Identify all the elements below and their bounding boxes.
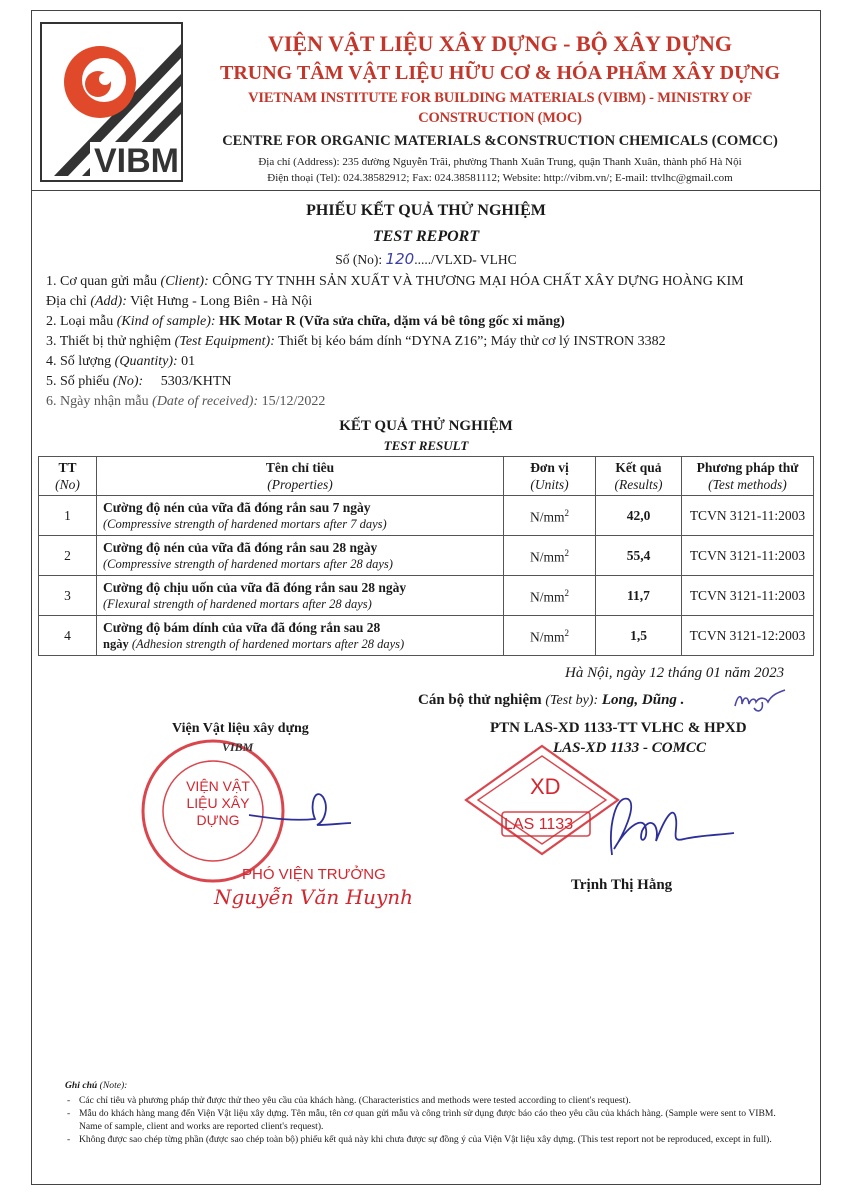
header-divider	[31, 190, 821, 191]
col-results: Kết quả (Results)	[596, 457, 682, 496]
left-signer-name: Nguyễn Văn Huynh	[214, 885, 414, 909]
address-line: Địa chỉ (Add): Việt Hưng - Long Biên - Hà Nội	[46, 294, 313, 309]
col-methods: Phương pháp thử (Test methods)	[682, 457, 814, 496]
table-row: 4 Cường độ bám dính của vữa đã đóng rắn sau 28 ngày (Adhesion strength of hardened mortars after 28 days) $N/mm^2$ 1,5 TCVN 3121-12:2003	[39, 616, 814, 656]
results-title-en: TEST RESULT	[383, 438, 469, 453]
stamp-vibm: VIBM	[222, 740, 254, 754]
left-position: PHÓ VIỆN TRƯỞNG	[242, 866, 386, 883]
notes-title: Ghi chú (Note):	[65, 1080, 128, 1091]
director-signature-icon	[245, 775, 355, 845]
lab-signature-icon	[598, 785, 738, 865]
table-row: 1 Cường độ nén của vữa đã đóng rắn sau 7 ngày (Compressive strength of hardened mortars after 7 days) $N/mm^2$ 42,0 TCVN 3121-11:2003	[39, 496, 814, 536]
date-line: Hà Nội, ngày 12 tháng 01 năm 2023	[565, 665, 785, 681]
col-no: TT (No)	[39, 457, 97, 496]
table-header-row	[39, 457, 814, 496]
right-org-2: LAS-XD 1133 - COMCC	[553, 740, 706, 756]
sample-info	[46, 272, 816, 412]
tester-line: Cán bộ thử nghiệm (Test by): Long, Dũng .	[418, 692, 685, 708]
col-properties: Tên chỉ tiêu (Properties)	[97, 457, 504, 496]
organisation-header	[190, 30, 810, 186]
client-line: 1. Cơ quan gửi mẫu (Client): CÔNG TY TNHH SẢN XUẤT VÀ THƯƠNG MẠI HÓA CHẤT XÂY DỰNG HOÀNG KIM	[46, 274, 744, 289]
table-row: 3 Cường độ chịu uốn của vữa đã đóng rắn sau 28 ngày (Flexural strength of hardened mortars after 28 days) $N/mm^2$ 11,7 TCVN 3121-11:2003	[39, 576, 814, 616]
results-title-vi: KẾT QUẢ THỬ NGHIỆM	[339, 418, 513, 434]
stamp-round-text: VIỆN VẬT LIỆU XÂY DỰNG	[186, 778, 250, 828]
report-number-suffix: ...../VLXD- VLHC	[414, 252, 517, 267]
notes	[65, 1080, 800, 1148]
tester-signature-icon	[732, 688, 788, 714]
note-item: - Các chỉ tiêu và phương pháp thử được thử theo yêu cầu của khách hàng. (Characteristics and methods were tested according to client's request).	[79, 1095, 800, 1108]
logo-text: VIBM	[90, 142, 183, 181]
report-number-label: Số (No):	[335, 252, 383, 267]
left-org: Viện Vật liệu xây dựng	[172, 721, 309, 736]
col-units: Đơn vị (Units)	[504, 457, 596, 496]
org-name-en: VIETNAM INSTITUTE FOR BUILDING MATERIALS (VIBM) - MINISTRY OF CONSTRUCTION (MOC)	[248, 90, 752, 126]
stamp-xd: XD	[530, 774, 561, 799]
org-name-vi: VIỆN VẬT LIỆU XÂY DỰNG - BỘ XÂY DỰNG	[267, 31, 733, 56]
note-item: - Không được sao chép từng phần (được sao chép toàn bộ) phiếu kết quả này khi chưa được sự đồng ý của Viện Vật liệu xây dựng. (This test report not be reproduced, except in full).	[79, 1134, 800, 1147]
note-item: - Mẫu do khách hàng mang đến Viện Vật liệu xây dựng. Tên mẫu, tên cơ quan gửi mẫu và công trình sử dụng được báo cáo theo yêu cầu của khách hàng. (Sample were sent to VIBM. Name of sample, client and works are reported client's request).	[79, 1108, 800, 1133]
stamp-las: LAS 1133	[504, 816, 574, 833]
vibm-logo	[40, 22, 183, 182]
received-line: 6. Ngày nhận mẫu (Date of received): 15/12/2022	[46, 394, 326, 409]
centre-name-en: CENTRE FOR ORGANIC MATERIALS &CONSTRUCTION CHEMICALS (COMCC)	[222, 133, 778, 149]
right-signer-name: Trịnh Thị Hằng	[571, 877, 673, 893]
report-number-handwritten: 120	[385, 250, 415, 268]
org-contact: Điện thoại (Tel): 024.38582912; Fax: 024.38581112; Website: http://vibm.vn/; E-mail: ttvlhc@gmail.com	[267, 172, 733, 184]
org-address: Địa chỉ (Address): 235 đường Nguyễn Trãi, phường Thanh Xuân Trung, quận Thanh Xuân, thành phố Hà Nội	[258, 156, 742, 168]
ticket-line: 5. Số phiếu (No): 5303/KHTN	[46, 374, 232, 389]
table-row: 2 Cường độ nén của vữa đã đóng rắn sau 28 ngày (Compressive strength of hardened mortars after 28 days) $N/mm^2$ 55,4 TCVN 3121-11:2003	[39, 536, 814, 576]
report-title-en: TEST REPORT	[372, 228, 480, 245]
results-table	[38, 456, 814, 656]
quantity-line: 4. Số lượng (Quantity): 01	[46, 354, 196, 369]
report-title-vi: PHIẾU KẾT QUẢ THỬ NGHIỆM	[306, 202, 546, 219]
equipment-line: 3. Thiết bị thử nghiệm (Test Equipment): Thiết bị kéo bám dính “DYNA Z16”; Máy thử cơ lý INSTRON 3382	[46, 334, 666, 349]
centre-name-vi: TRUNG TÂM VẬT LIỆU HỮU CƠ & HÓA PHẨM XÂY DỰNG	[219, 62, 780, 84]
report-number	[31, 250, 821, 268]
right-org-1: PTN LAS-XD 1133-TT VLHC & HPXD	[490, 720, 747, 736]
sample-line: 2. Loại mẫu (Kind of sample): HK Motar R (Vữa sửa chữa, dặm vá bê tông gốc xi măng)	[46, 314, 565, 329]
